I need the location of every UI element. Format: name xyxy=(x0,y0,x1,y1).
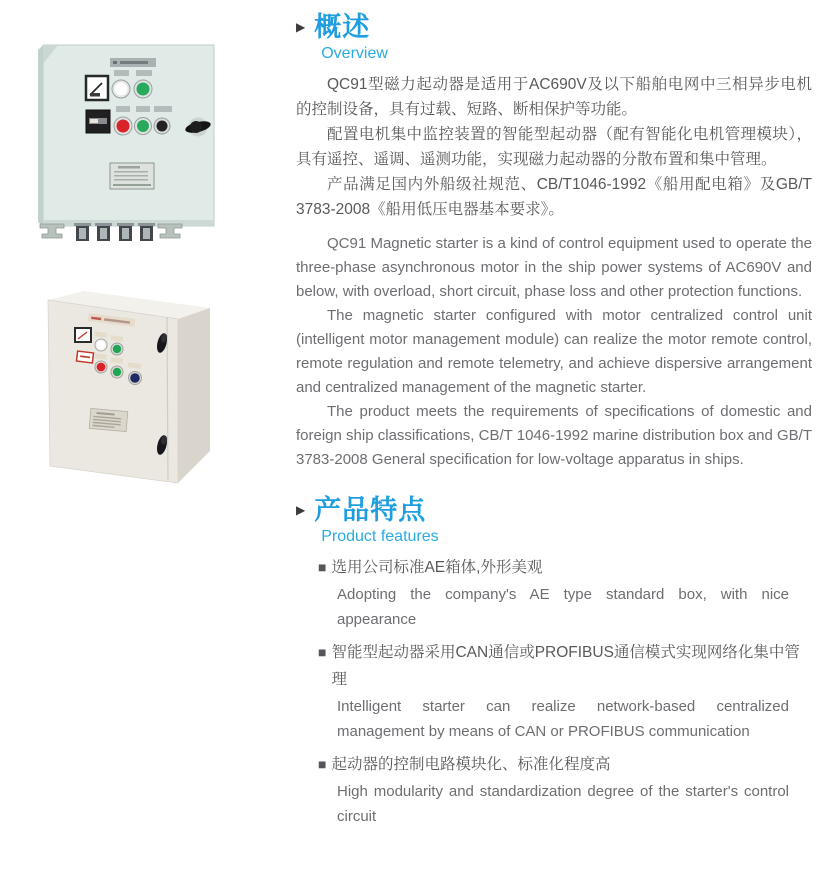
box2-meter xyxy=(75,328,91,342)
feature-zh-line xyxy=(318,639,812,693)
feature-zh-line xyxy=(318,554,812,581)
overview-english-paragraphs xyxy=(296,232,812,472)
box1-button-label xyxy=(136,70,152,76)
box2-navy-button xyxy=(129,372,142,385)
box1-red-button xyxy=(114,117,132,135)
box2-white-button xyxy=(95,339,107,351)
overview-titles xyxy=(314,12,388,63)
feature-item xyxy=(318,554,812,632)
feature-zh-text: 选用公司标准AE箱体,外形美观 xyxy=(331,559,543,576)
feature-item xyxy=(318,639,812,744)
product-photo-front-view xyxy=(36,40,221,245)
box2-green-button xyxy=(111,343,123,355)
box1-ammeter xyxy=(86,76,108,100)
feature-en-text: High modularity and standardization degree of the starter's control circuit xyxy=(337,783,789,825)
features-titles xyxy=(314,495,438,546)
box2-green-button-2 xyxy=(111,366,123,378)
paragraph-en: The magnetic starter configured with motor centralized control unit (intelligent motor management module) can realize the motor remote control, remote regulation and remote telemetry, and achieve dispersive arrangement and centralized management of the magnetic starter. xyxy=(296,307,812,396)
features-section-header xyxy=(296,495,812,546)
box2-red-label xyxy=(76,351,93,363)
features-title-zh: 产品特点 xyxy=(314,495,427,525)
overview-title-en: Overview xyxy=(321,45,388,62)
paragraph-zh: 配置电机集中监控装置的智能型起动器（配有智能化电机管理模块），具有遥控、遥调、遥测功能，实现磁力起动器的分散布置和集中管理。 xyxy=(296,126,812,168)
overview-section-header xyxy=(296,12,812,63)
overview-chinese-paragraphs xyxy=(296,72,812,222)
box1-button-label xyxy=(136,106,150,112)
feature-en-text: Adopting the company's AE type standard box, with nice appearance xyxy=(337,586,789,628)
box1-green-button-2 xyxy=(135,118,152,135)
box1-button-label xyxy=(116,106,130,112)
feature-zh-text: 智能型起动器采用CAN通信或PROFIBUS通信模式实现网络化集中管理 xyxy=(331,644,800,688)
box1-white-button xyxy=(112,80,130,98)
content-column xyxy=(296,12,812,836)
paragraph-zh: QC91型磁力起动器是适用于AC690V及以下船舶电网中三相异步电机的控制设备，具有过载、短路、断相保护等功能。 xyxy=(296,76,812,118)
box1-black-button xyxy=(154,118,170,134)
box1-green-button xyxy=(134,80,152,98)
feature-item xyxy=(318,751,812,829)
feature-en-text: Intelligent starter can realize network-based centralized management by means of CAN or PROFIBUS communication xyxy=(337,698,789,740)
paragraph-en: QC91 Magnetic starter is a kind of control equipment used to operate the three-phase asynchronous motor in the ship power systems of AC690V and below, with overload, short circuit, phase loss and other protection functions. xyxy=(296,235,812,300)
paragraph-zh: 产品满足国内外船级社规范、CB/T1046-1992《船用配电箱》及GB/T 3783-2008《船用低压电器基本要求》。 xyxy=(296,176,812,218)
paragraph-en: The product meets the requirements of specifications of domestic and foreign ship classifications, CB/T 1046-1992 marine distribution box and GB/T 3783-2008 General specification for low-voltage apparatus in ships. xyxy=(296,403,812,468)
features-list xyxy=(296,554,812,829)
square-bullet-icon: ■ xyxy=(318,756,327,772)
feature-zh-text: 起动器的控制电路模块化、标准化程度高 xyxy=(331,756,611,773)
box2-front-door xyxy=(48,300,178,483)
box2-nameplate xyxy=(89,408,128,431)
box1-meter-relay xyxy=(86,110,110,133)
box2-red-button xyxy=(95,361,107,373)
features-title-en: Product features xyxy=(321,528,439,545)
overview-title-zh: 概述 xyxy=(314,12,371,42)
triangle-arrow-icon: ▶ xyxy=(296,503,306,517)
box1-button-label xyxy=(114,70,129,76)
box1-button-label xyxy=(154,106,172,112)
box1-top-label xyxy=(110,58,156,67)
square-bullet-icon: ■ xyxy=(318,559,327,575)
box1-side-edge xyxy=(38,45,43,226)
product-photo-perspective-view xyxy=(38,288,216,484)
feature-zh-line xyxy=(318,751,812,778)
box1-nameplate xyxy=(110,163,154,189)
square-bullet-icon: ■ xyxy=(318,644,327,660)
box2-side-face xyxy=(178,308,210,483)
triangle-arrow-icon: ▶ xyxy=(296,20,306,34)
